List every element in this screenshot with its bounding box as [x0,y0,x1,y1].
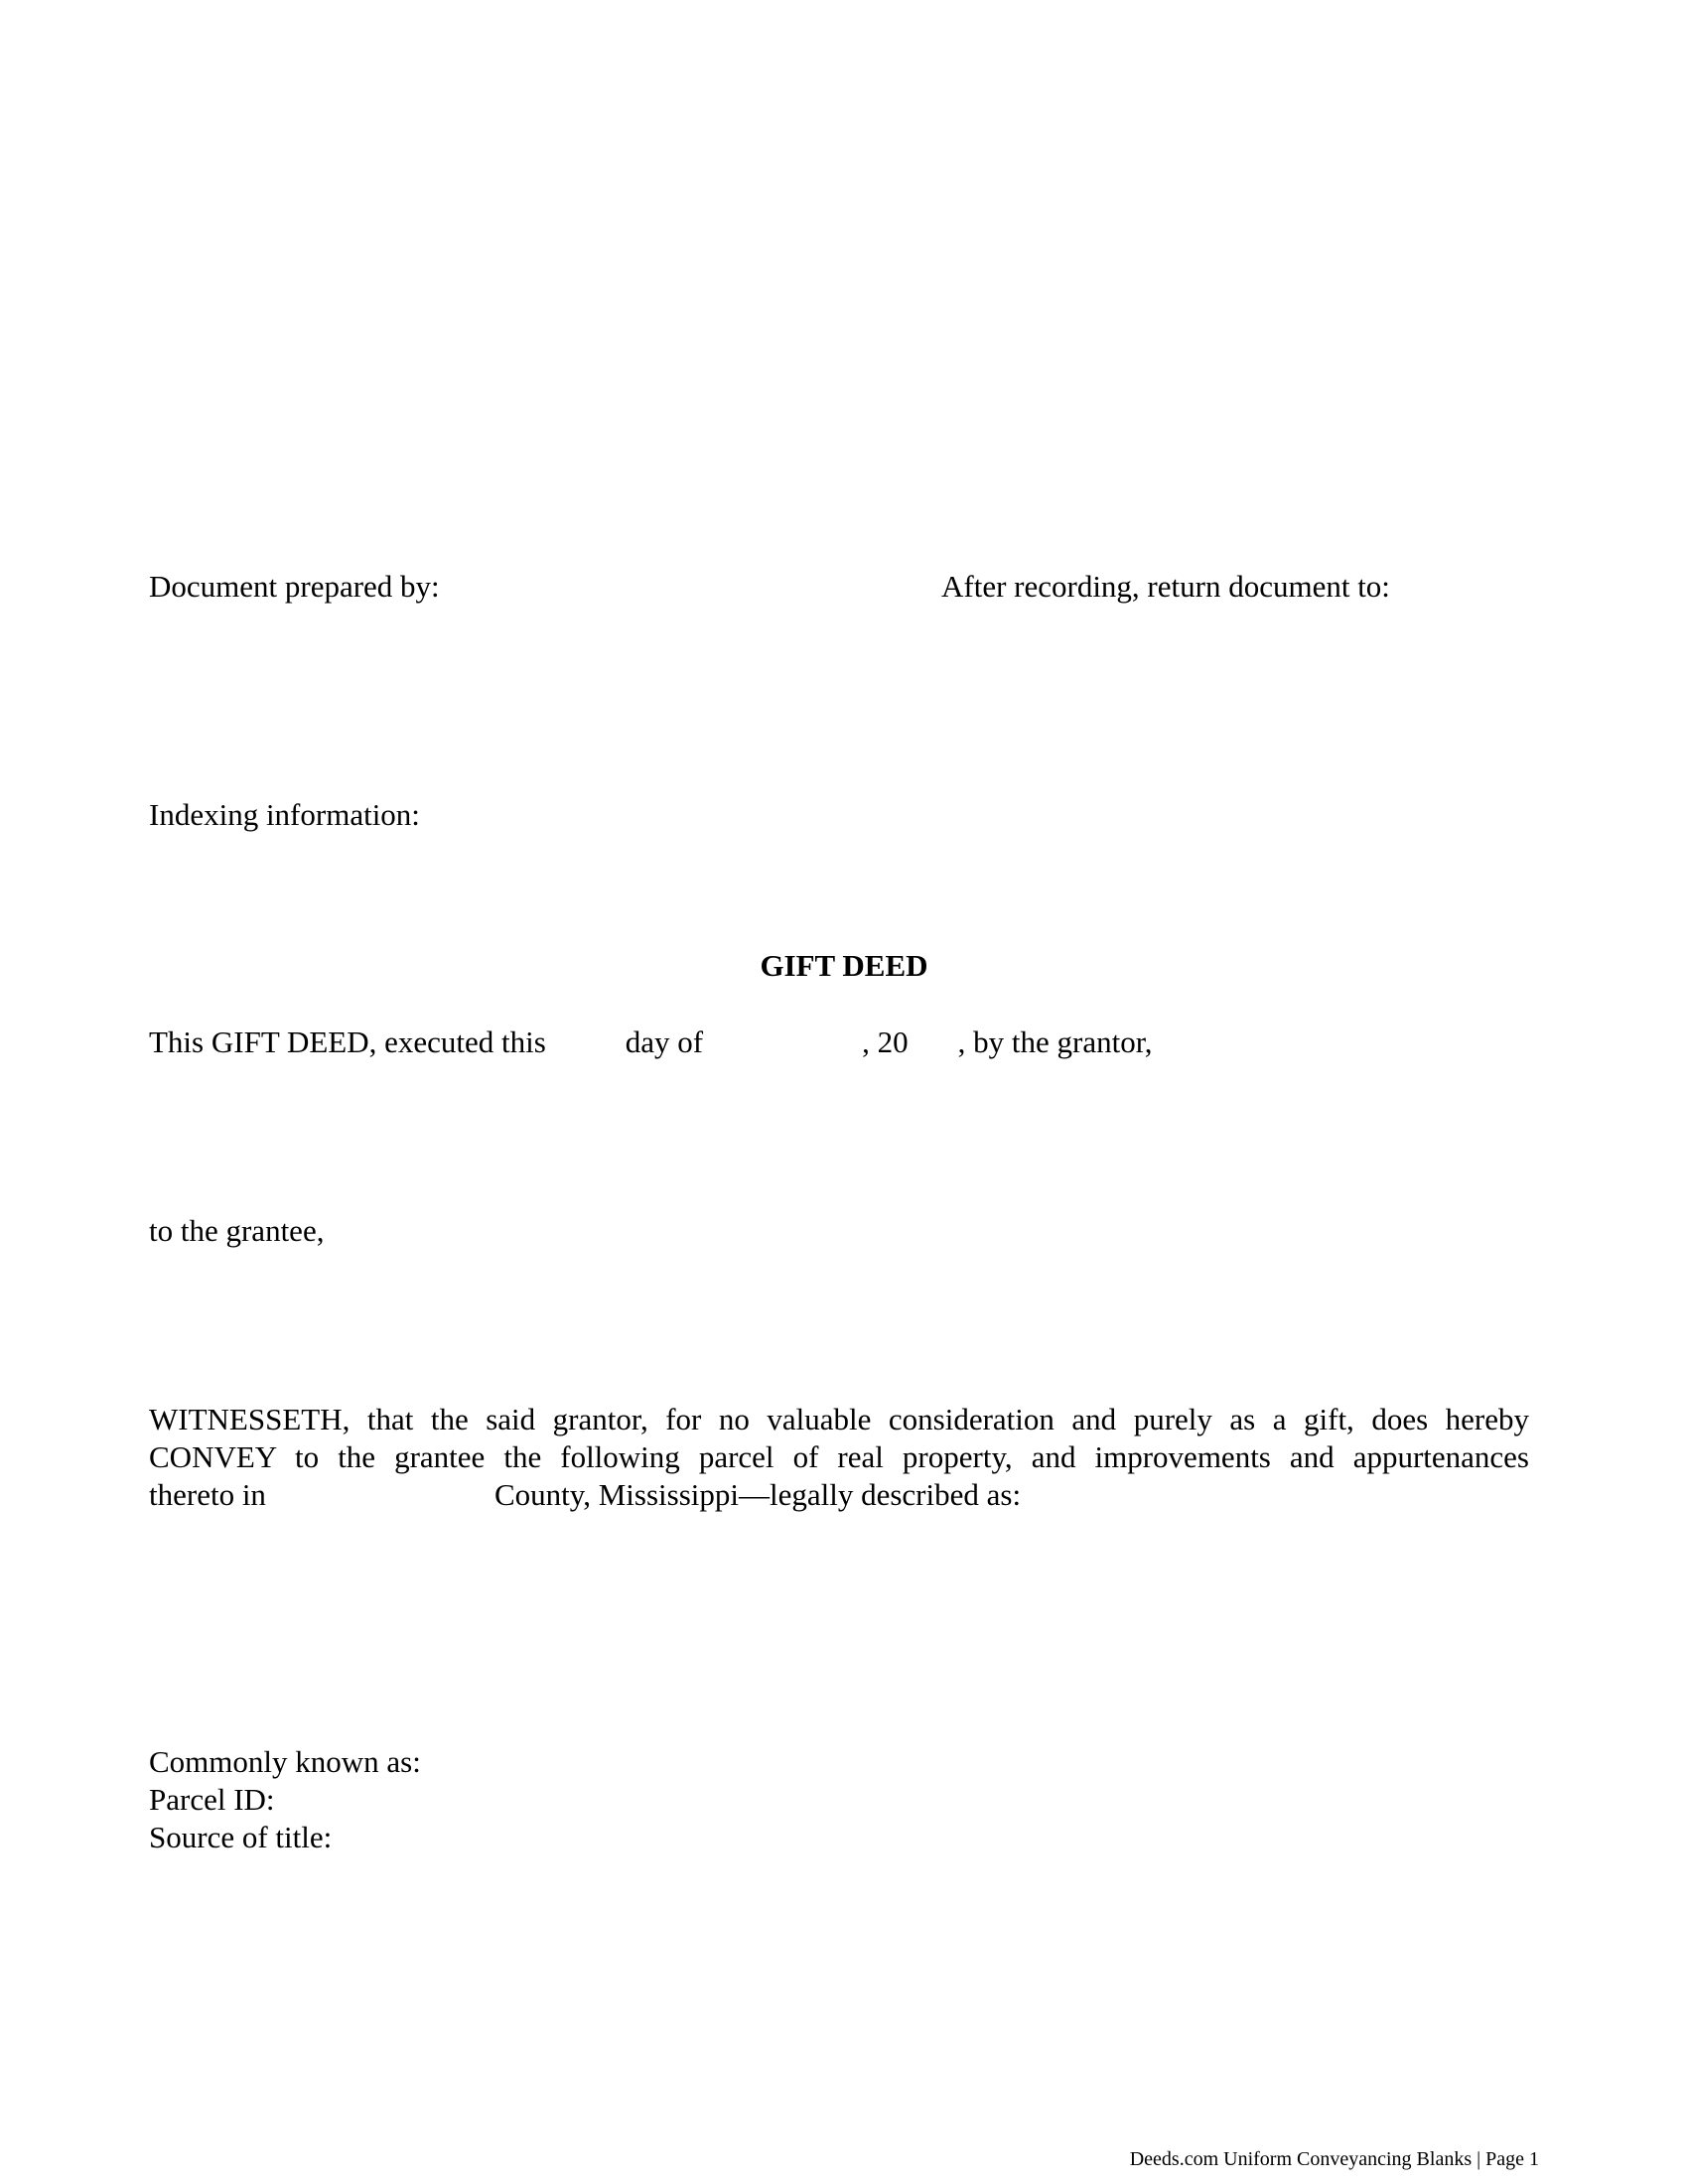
witnesseth-line-3 [149,1476,1529,1514]
execution-text-3: , 20 [862,1024,909,1059]
witnesseth-line-3b: County, Mississippi—legally described as: [493,1477,1022,1512]
commonly-known-label: Commonly known as: [149,1744,421,1779]
grantee-label: to the grantee, [149,1213,325,1248]
indexing-label: Indexing information: [149,797,420,832]
page-footer: Deeds.com Uniform Conveyancing Blanks | Page 1 [1129,2148,1539,2170]
execution-line [149,1024,1153,1061]
parcel-id-label: Parcel ID: [149,1782,275,1817]
witnesseth-line-3a: thereto in [149,1477,266,1512]
witnesseth-line-2: CONVEY to the grantee the following parcel of real property, and improvements and appurtenances [149,1439,1529,1474]
source-of-title-label: Source of title: [149,1820,333,1854]
execution-text-1: This GIFT DEED, executed this [149,1024,546,1059]
execution-text-2: day of [625,1024,704,1059]
witnesseth-paragraph [149,1401,1529,1514]
document-title: GIFT DEED [760,948,928,983]
witnesseth-line-1: WITNESSETH, that the said grantor, for no valuable consideration and purely as a gift, does hereby [149,1402,1529,1436]
prepared-by-label: Document prepared by: [149,569,440,604]
execution-text-4: , by the grantor, [957,1024,1153,1059]
return-to-label: After recording, return document to: [941,569,1390,604]
